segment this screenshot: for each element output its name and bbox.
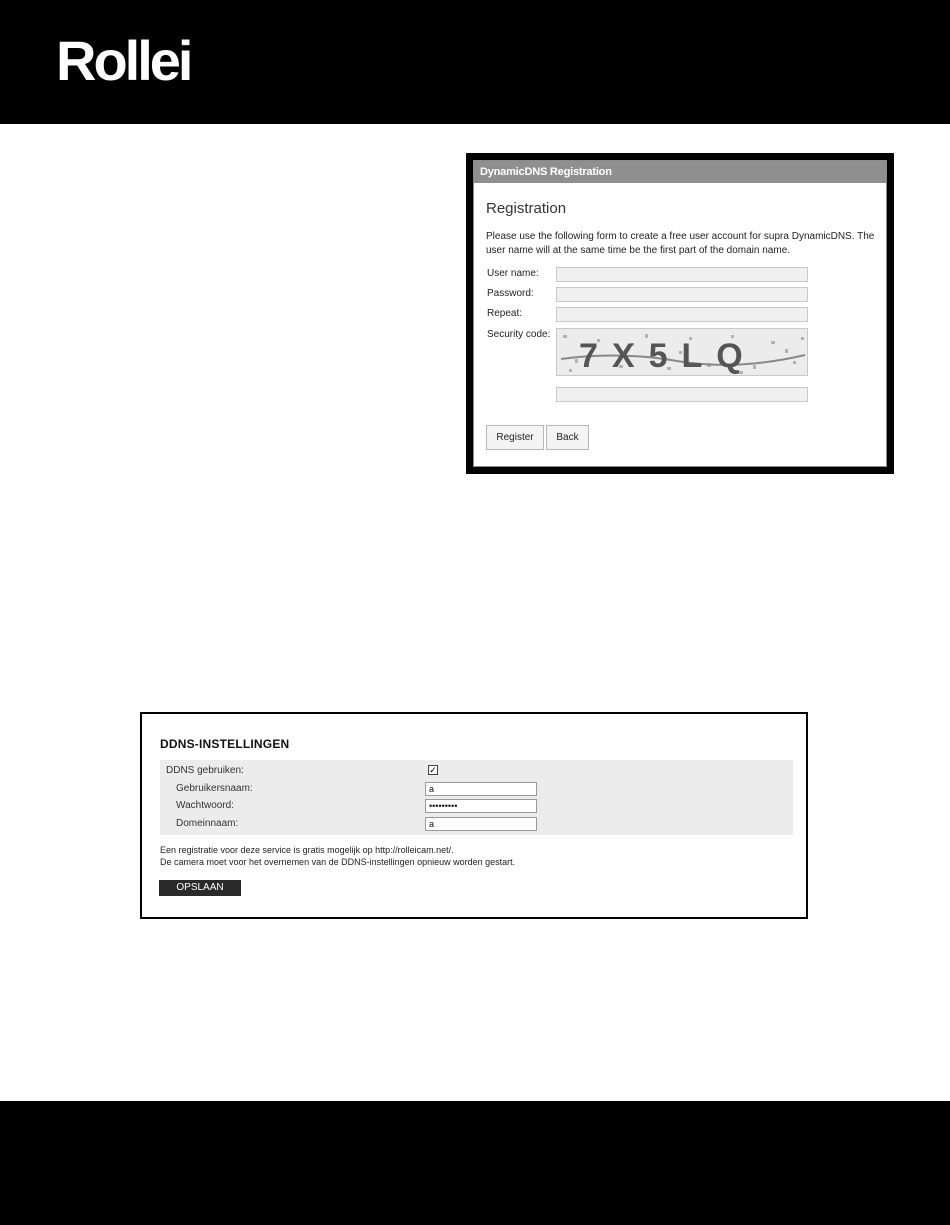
username-input[interactable]: a xyxy=(425,782,537,796)
password-label: Wachtwoord: xyxy=(176,800,234,811)
ddns-use-checkbox[interactable]: ✓ xyxy=(429,765,437,775)
register-button[interactable]: Register xyxy=(486,425,544,450)
ddns-settings-frame xyxy=(140,712,808,919)
registration-description: Please use the following form to create a free user account for supra DynamicDNS. The user name will at the same time be the first part of the domain name. xyxy=(486,231,875,256)
password-input[interactable]: ••••••••• xyxy=(425,799,537,813)
rollei-logo xyxy=(56,30,241,88)
ddns-settings-panel xyxy=(160,760,793,835)
domain-name-input[interactable]: a xyxy=(425,817,537,831)
username-label: User name: xyxy=(487,268,539,279)
captcha-noise xyxy=(557,329,808,376)
registration-window xyxy=(473,160,887,467)
domain-name-label: Domeinnaam: xyxy=(176,818,239,829)
security-code-label: Security code: xyxy=(487,329,551,340)
username-input[interactable] xyxy=(556,267,808,282)
window-titlebar: DynamicDNS Registration xyxy=(474,161,886,183)
captcha-image xyxy=(556,328,808,376)
username-label: Gebruikersnaam: xyxy=(176,783,253,794)
registration-screenshot-frame xyxy=(466,153,894,474)
save-button[interactable]: OPSLAAN xyxy=(159,880,241,896)
registration-heading: Registration xyxy=(486,200,567,217)
ddns-use-label: DDNS gebruiken: xyxy=(166,765,244,776)
footer-band xyxy=(0,1101,950,1225)
password-input[interactable] xyxy=(556,287,808,302)
security-code-input[interactable] xyxy=(556,387,808,402)
repeat-password-input[interactable] xyxy=(556,307,808,322)
password-label: Password: xyxy=(487,288,534,299)
header-band xyxy=(0,0,950,124)
registration-note: Een registratie voor deze service is gratis mogelijk op http://rolleicam.net/. xyxy=(160,845,454,855)
restart-note: De camera moet voor het overnemen van de DDNS-instellingen opnieuw worden gestart. xyxy=(160,857,516,867)
captcha-text: 7X5LQ xyxy=(579,337,757,375)
logo-text: Rollei xyxy=(56,30,191,88)
ddns-title: DDNS-INSTELLINGEN xyxy=(160,737,290,751)
repeat-label: Repeat: xyxy=(487,308,523,319)
back-button[interactable]: Back xyxy=(546,425,589,450)
